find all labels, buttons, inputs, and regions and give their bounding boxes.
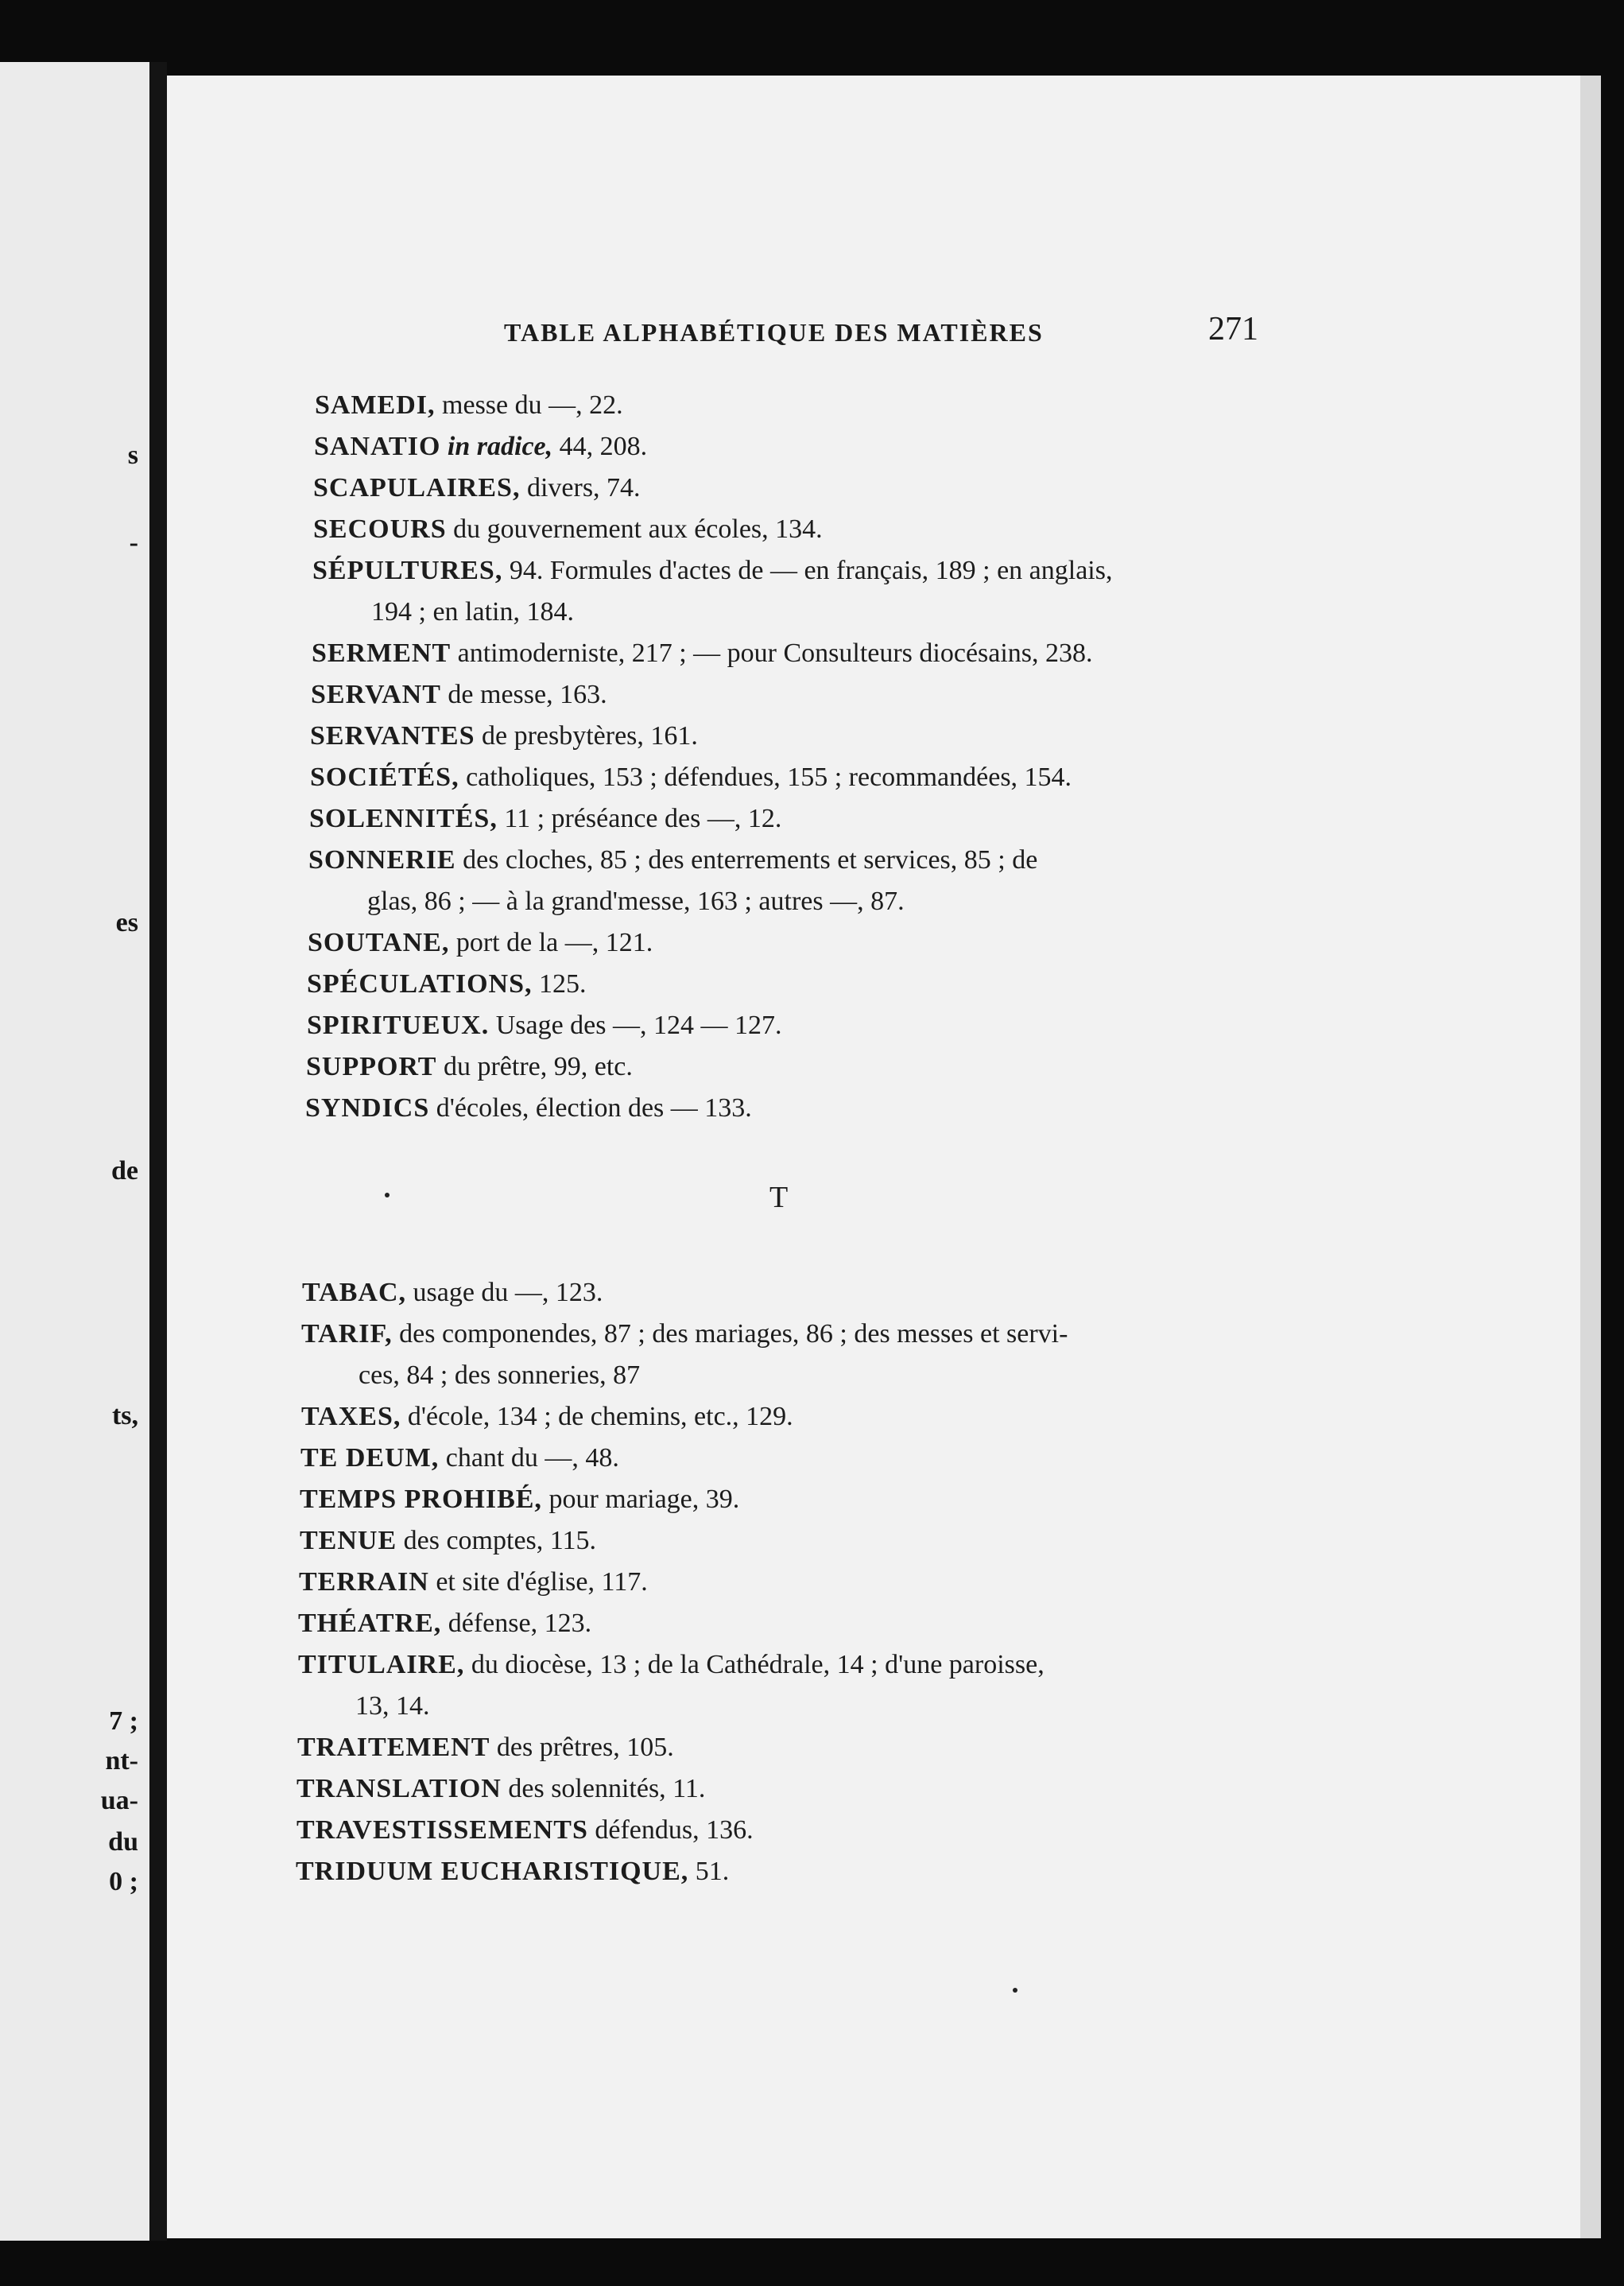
index-entry-heading: SANATIO bbox=[314, 432, 441, 461]
index-entry-continuation: 194 ; en latin, 184. bbox=[371, 597, 574, 627]
index-entry-text: chant du —, 48. bbox=[439, 1443, 619, 1473]
index-entry-heading: SÉPULTURES, bbox=[312, 556, 503, 585]
index-entry-text: divers, 74. bbox=[520, 473, 641, 503]
index-entry bbox=[312, 633, 1093, 674]
left-page-fragment: ts, bbox=[111, 1401, 138, 1430]
index-entry-heading: TAXES, bbox=[301, 1402, 401, 1431]
index-entry-text: pour mariage, 39. bbox=[541, 1485, 740, 1514]
index-entry-text: antimoderniste, 217 ; — pour Consulteurs diocésains, 238. bbox=[451, 638, 1093, 668]
index-entry-text: 125. bbox=[532, 969, 587, 999]
index-entry-heading: TRAITEMENT bbox=[297, 1733, 490, 1762]
left-page-fragment: du bbox=[108, 1827, 138, 1857]
index-entry bbox=[301, 1396, 793, 1438]
index-entry bbox=[299, 1562, 648, 1603]
index-entry-heading: SCAPULAIRES, bbox=[313, 473, 521, 503]
index-entry bbox=[301, 1314, 1068, 1355]
index-entry bbox=[305, 1088, 752, 1129]
index-entry-heading: SERVANTES bbox=[310, 721, 475, 751]
index-entry bbox=[313, 509, 823, 550]
index-entry-text: d'école, 134 ; de chemins, etc., 129. bbox=[401, 1402, 793, 1431]
index-entry bbox=[313, 468, 641, 509]
index-entry-continuation: glas, 86 ; — à la grand'messe, 163 ; autres —, 87. bbox=[367, 887, 905, 916]
index-entry bbox=[297, 1727, 674, 1768]
index-entry-heading: SOLENNITÉS, bbox=[309, 804, 498, 833]
running-header: TABLE ALPHABÉTIQUE DES MATIÈRES bbox=[504, 318, 1044, 347]
left-page-fragment: 7 ; bbox=[109, 1706, 138, 1736]
section-letter-heading: T bbox=[769, 1181, 789, 1214]
index-entry-heading: SYNDICS bbox=[305, 1093, 430, 1123]
index-entry-text: port de la —, 121. bbox=[449, 928, 653, 957]
index-entry-heading: SECOURS bbox=[313, 514, 447, 544]
index-entry-text: d'écoles, élection des — 133. bbox=[429, 1093, 752, 1123]
index-entry bbox=[308, 840, 1037, 881]
index-entry bbox=[302, 1272, 603, 1314]
index-entry bbox=[310, 757, 1072, 798]
page-number: 271 bbox=[1208, 311, 1258, 347]
index-entry-text: des prêtres, 105. bbox=[490, 1733, 674, 1762]
book-gutter bbox=[149, 62, 167, 2241]
index-entry-text: des componendes, 87 ; des mariages, 86 ; des messes et servi- bbox=[392, 1319, 1068, 1349]
index-entry-text: usage du —, 123. bbox=[406, 1278, 603, 1307]
index-entry-text: 94. Formules d'actes de — en français, 189 ; en anglais, bbox=[502, 556, 1113, 585]
index-entry bbox=[309, 798, 781, 840]
index-entry-heading: SONNERIE bbox=[308, 845, 456, 875]
index-entry bbox=[308, 922, 653, 964]
index-entry-heading: TEMPS PROHIBÉ, bbox=[300, 1485, 542, 1514]
index-entry bbox=[315, 385, 623, 426]
index-entry-heading: TRIDUUM EUCHARISTIQUE, bbox=[296, 1857, 689, 1886]
index-entry bbox=[307, 964, 587, 1005]
index-entry-heading: TABAC, bbox=[302, 1278, 406, 1307]
index-entry-continuation: ces, 84 ; des sonneries, 87 bbox=[359, 1360, 641, 1390]
print-speck bbox=[385, 1193, 390, 1197]
left-page-edge bbox=[0, 62, 149, 2241]
left-page-fragment: - bbox=[129, 528, 138, 557]
index-entry bbox=[307, 1005, 782, 1046]
index-entry-heading: SAMEDI, bbox=[315, 390, 436, 420]
print-speck bbox=[1013, 1988, 1017, 1993]
index-entry bbox=[298, 1644, 1045, 1686]
index-entry-heading: THÉATRE, bbox=[298, 1609, 442, 1638]
left-page-fragment: es bbox=[115, 908, 138, 937]
index-entry-text: du diocèse, 13 ; de la Cathédrale, 14 ; d'une paroisse, bbox=[464, 1650, 1045, 1679]
page-edge-strip bbox=[1580, 76, 1601, 2238]
left-page-fragment: de bbox=[111, 1156, 138, 1186]
index-entry-text: défendus, 136. bbox=[587, 1815, 754, 1845]
index-entry-text: Usage des —, 124 — 127. bbox=[489, 1011, 782, 1040]
index-entry-heading: TE DEUM, bbox=[300, 1443, 440, 1473]
index-entry-heading: TRANSLATION bbox=[297, 1774, 502, 1803]
index-entry-text: 11 ; préséance des —, 12. bbox=[497, 804, 782, 833]
index-entry bbox=[300, 1520, 596, 1562]
index-entry bbox=[298, 1603, 591, 1644]
index-entry-text: 44, 208. bbox=[552, 432, 648, 461]
index-entry bbox=[310, 716, 698, 757]
index-entry-text: de presbytères, 161. bbox=[475, 721, 698, 751]
index-entry-continuation: 13, 14. bbox=[355, 1691, 430, 1721]
index-entry-text: de messe, 163. bbox=[440, 680, 607, 709]
index-entry-text: et site d'église, 117. bbox=[428, 1567, 648, 1597]
left-page-fragment: ua- bbox=[100, 1786, 138, 1815]
index-entry bbox=[297, 1810, 754, 1851]
index-entry-text: défense, 123. bbox=[441, 1609, 592, 1638]
index-entry bbox=[312, 550, 1113, 592]
index-entry-heading: TENUE bbox=[300, 1526, 397, 1555]
index-entry-text: 51. bbox=[688, 1857, 730, 1886]
index-entry bbox=[300, 1479, 739, 1520]
index-entry-heading: TARIF, bbox=[301, 1319, 393, 1349]
index-entry-heading: TRAVESTISSEMENTS bbox=[297, 1815, 588, 1845]
index-entry bbox=[306, 1046, 633, 1088]
left-page-fragment: s bbox=[127, 441, 138, 470]
left-page-fragment: 0 ; bbox=[109, 1867, 138, 1896]
index-entry bbox=[314, 426, 647, 468]
index-entry-latin: in radice, bbox=[440, 432, 553, 461]
index-entry bbox=[296, 1851, 729, 1892]
index-entry-text: des comptes, 115. bbox=[397, 1526, 597, 1555]
index-entry-heading: TITULAIRE, bbox=[298, 1650, 465, 1679]
index-entry-text: du prêtre, 99, etc. bbox=[436, 1052, 633, 1081]
index-entry-heading: SUPPORT bbox=[306, 1052, 437, 1081]
index-entry-text: du gouvernement aux écoles, 134. bbox=[446, 514, 823, 544]
index-entry-heading: SPIRITUEUX. bbox=[307, 1011, 490, 1040]
index-entry bbox=[297, 1768, 705, 1810]
index-entry-text: des cloches, 85 ; des enterrements et services, 85 ; de bbox=[455, 845, 1038, 875]
index-entry-heading: SERMENT bbox=[312, 638, 452, 668]
index-entry-text: des solennités, 11. bbox=[501, 1774, 706, 1803]
index-entry-heading: SERVANT bbox=[311, 680, 441, 709]
index-entry-text: messe du —, 22. bbox=[435, 390, 623, 420]
index-entry-heading: SPÉCULATIONS, bbox=[307, 969, 533, 999]
index-entry-heading: SOCIÉTÉS, bbox=[310, 763, 459, 792]
index-entry-text: catholiques, 153 ; défendues, 155 ; recommandées, 154. bbox=[459, 763, 1072, 792]
left-page-fragment: nt- bbox=[105, 1746, 138, 1776]
index-entry bbox=[300, 1438, 619, 1479]
index-entry-heading: TERRAIN bbox=[299, 1567, 429, 1597]
index-entry-heading: SOUTANE, bbox=[308, 928, 450, 957]
index-entry bbox=[311, 674, 607, 716]
